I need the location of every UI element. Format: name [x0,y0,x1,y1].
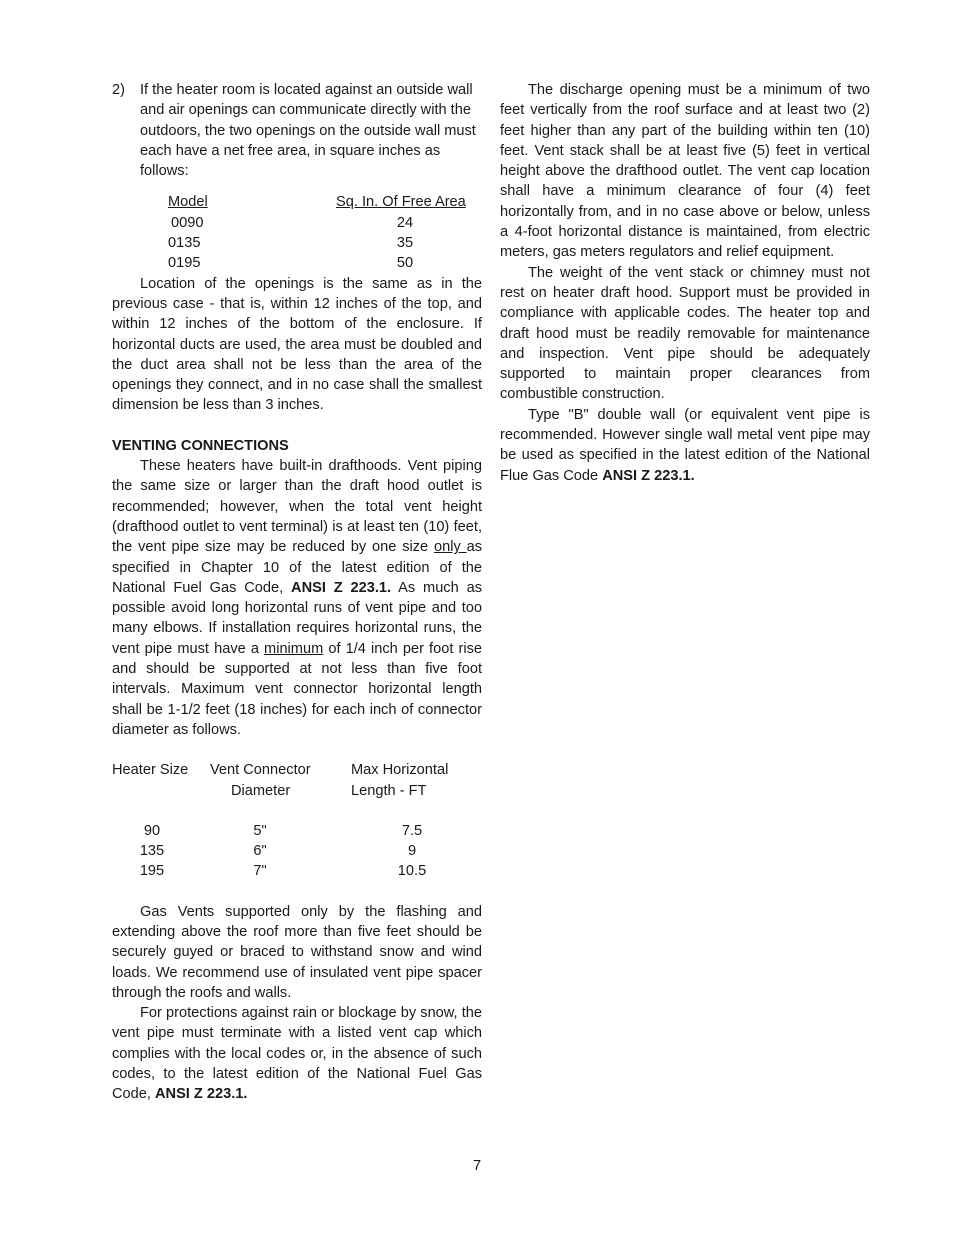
table-row [168,213,474,233]
venting-connections-heading: VENTING CONNECTIONS [112,437,289,454]
model-cell: 0090 [171,214,204,231]
area-header: Sq. In. Of Free Area [336,194,466,211]
model-header: Model [168,194,208,211]
heater-size-header: Heater Size [112,762,189,779]
length-ft-header: Length - FT [351,782,427,799]
diameter-cell: 7" [253,863,267,880]
model-cell: 0135 [168,235,201,252]
gas-vents-paragraph: Gas Vents supported only by the flashing and extending above the roof more than five feet should be securely guyed or braced to withstand snow and wind loads. We recommend use of insulated vent pipe spacer through the roofs and walls. [112,903,482,1001]
left-column [112,80,482,1105]
table-row [168,233,474,253]
diameter-cell: 5" [253,822,267,839]
code-reference: ANSI Z 223.1. [291,579,392,596]
protection-paragraph [112,1003,482,1104]
diameter-cell: 6" [253,843,267,860]
right-column [500,80,870,486]
vent-connector-header: Vent Connector [210,762,311,779]
item-number: 2) [112,82,125,98]
venting-paragraph [112,456,482,740]
venting-text-1: These heaters have built-in drafthoods. Vent piping the same size or larger than the draft hood outlet is recommended; however, when the total vent height (drafthood outlet to vent terminal) is at least ten (10) feet, the vent pipe size may be reduced by one size [112,458,482,556]
venting-text-4: of 1/4 inch per foot rise and should be supported at not less than five foot intervals. Maximum vent connector horizontal length shall be 1-1/2 feet (18 inches) for each inch of connector diameter as follows. [112,640,482,738]
length-cell: 10.5 [397,863,427,880]
only-underlined: only [433,539,467,556]
type-b-text: Type "B" double wall (or equivalent vent pipe is recommended. However single wall metal vent pipe may be used as specified in the latest edition of the National Flue Gas Code [500,406,870,484]
free-area-header-row [168,192,474,212]
venting-text-3: As much as possible avoid long horizontal runs of vent pipe and too many elbows. If installation requires horizontal runs, the vent pipe must have a [112,579,482,657]
vent-table-header-row [112,760,482,780]
table-row [168,253,474,273]
protection-text: For protections against rain or blockage by snow, the vent pipe must terminate with a listed vent cap which complies with the local codes or, in the absence of such codes, to the latest edition of the National Fuel Gas Code, [112,1005,482,1103]
page-number: 7 [472,1158,482,1174]
area-cell: 50 [396,255,414,272]
type-b-paragraph [500,405,870,486]
vent-connector-table [112,760,482,881]
area-cell: 35 [396,235,414,252]
weight-paragraph: The weight of the vent stack or chimney must not rest on heater draft hood. Support must be provided in compliance with applicable codes. The heater top and draft hood must be readily removable for maintenance and inspection. Vent pipe should be adequately supported to maintain proper clearances from combustible construction. [500,264,870,403]
heater-size-cell: 135 [139,843,165,860]
venting-text-2: as specified in Chapter 10 of the latest edition of the National Fuel Gas Code, [112,539,483,596]
max-horizontal-header: Max Horizontal [351,762,449,779]
vent-table-header-row-2 [112,781,482,801]
numbered-item-2 [112,80,482,181]
discharge-paragraph: The discharge opening must be a minimum of two feet vertically from the roof surface and at least two (2) feet higher than any part of the building within ten (10) feet. Vent stack shall be at least five (5) feet in vertical height above the drafthood outlet. The vent cap location shall have a minimum clearance of four (4) feet horizontally from, and in no case above or below, unless a 4-foot horizontal distance is maintained, from electric meters, gas meters regulators and relief equipment. [500,82,870,261]
heater-size-cell: 90 [143,822,161,839]
heater-size-cell: 195 [139,863,165,880]
code-reference: ANSI Z 223.1. [155,1086,248,1103]
code-reference: ANSI Z 223.1. [602,467,695,484]
table-row [112,841,482,861]
table-row [112,821,482,841]
length-cell: 9 [407,843,417,860]
diameter-header: Diameter [231,782,291,799]
length-cell: 7.5 [401,822,423,839]
area-cell: 24 [396,214,414,231]
minimum-underlined: minimum [264,640,324,657]
model-cell: 0195 [168,255,201,272]
table-row [112,861,482,881]
location-paragraph: Location of the openings is the same as in the previous case - that is, within 12 inches of the top, and within 12 inches of the bottom of the enclosure. If horizontal ducts are used, the area must be doubled and the duct area shall not be less than the area of the openings they connect, and in no case shall the smallest dimension be less than 3 inches. [112,275,482,414]
free-area-table [168,192,474,273]
item-2-text: If the heater room is located against an outside wall and air openings can communicate directly with the outdoors, the two openings on the outside wall must each have a net free area, in square inches as follows: [140,82,476,180]
